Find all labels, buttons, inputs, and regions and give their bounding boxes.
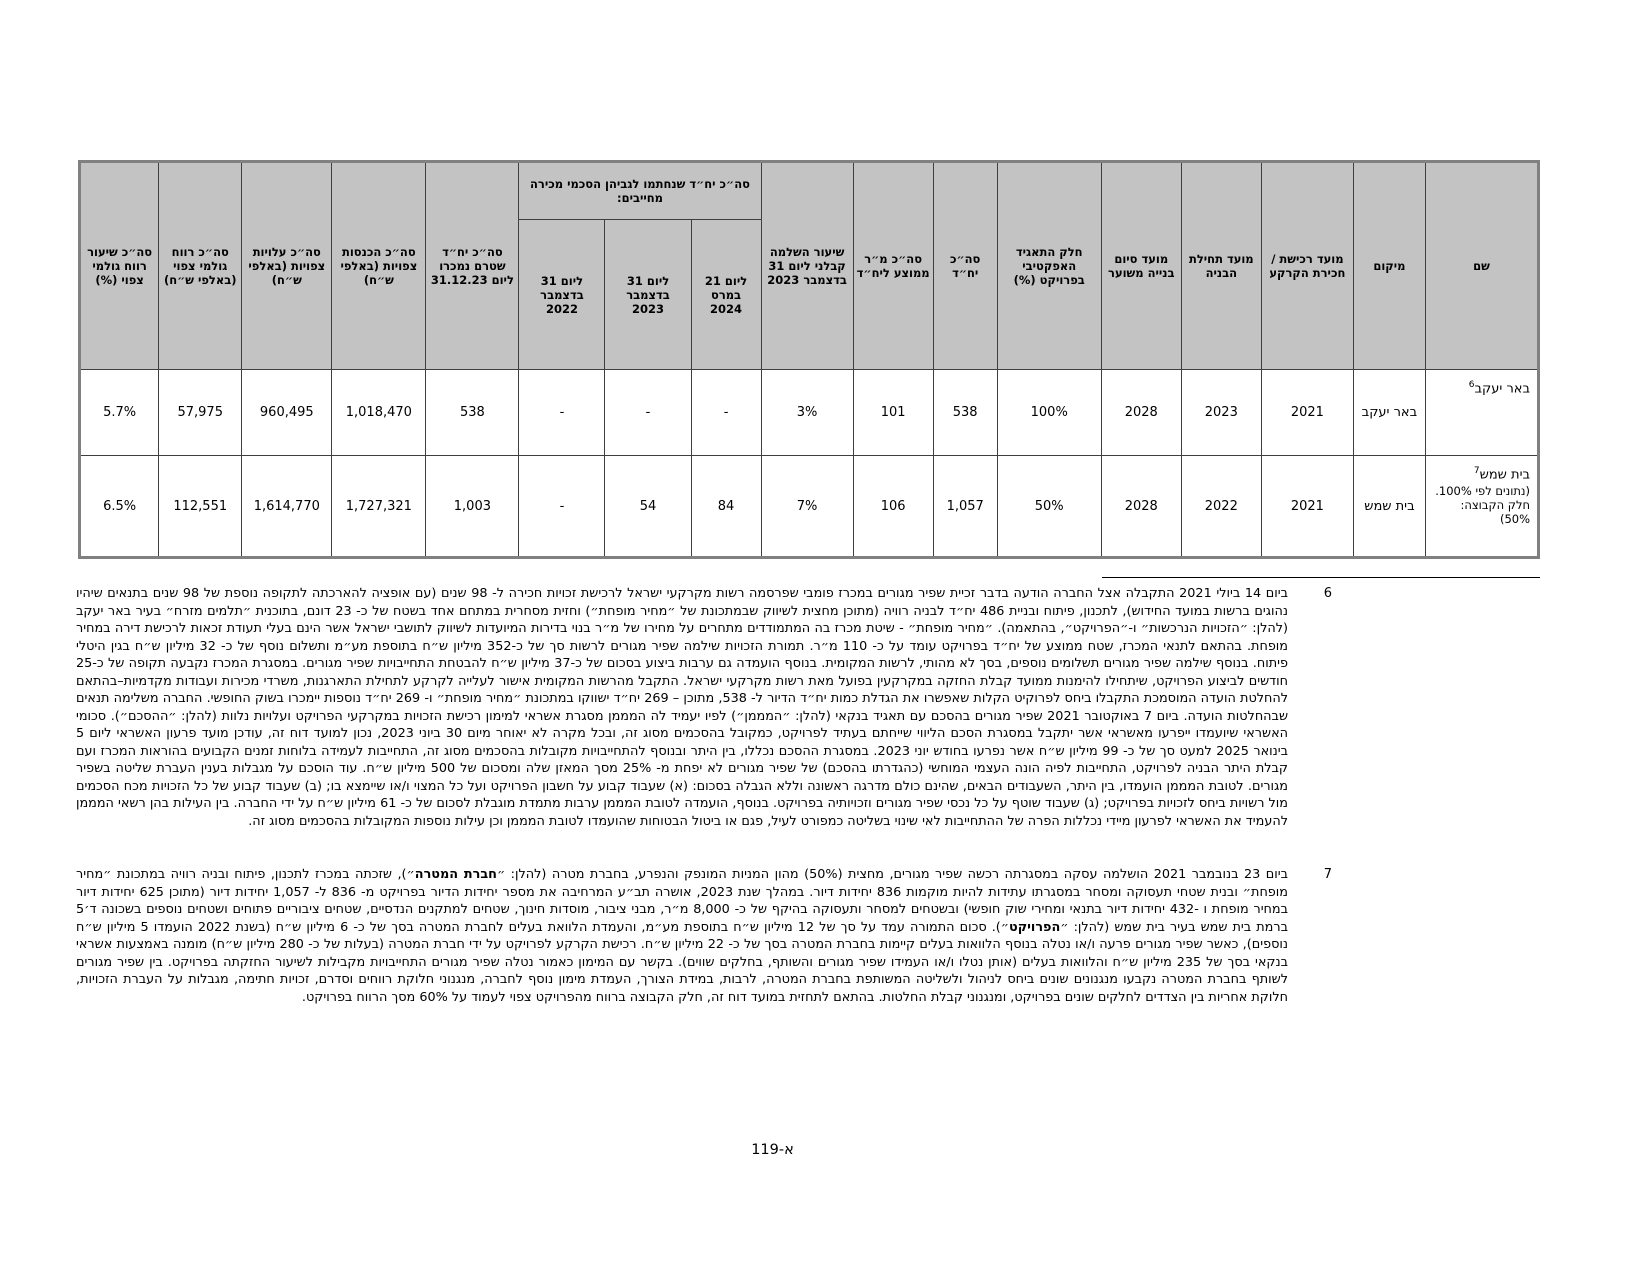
cell-expected-revenue: 1,018,470	[332, 370, 426, 456]
cell-unsold-units: 538	[426, 370, 519, 456]
column-header-location: מיקום	[1353, 162, 1425, 370]
project-name-text: באר יעקב	[1474, 381, 1530, 397]
column-header-total-units: סה״כ יח״ד	[933, 162, 997, 370]
column-header-effective-share: חלק התאגיד האפקטיבי בפרויקט (%)	[997, 162, 1101, 370]
column-header-unsold-units: סה״כ יח״ד שטרם נמכרו ליום 31.12.23	[426, 162, 519, 370]
cell-project-name	[1425, 456, 1538, 558]
table-row-beit-shemesh	[80, 456, 1539, 558]
cell-avg-sqm: 101	[853, 370, 933, 456]
footnote-text: ביום 23 בנובמבר 2021 הושלמה עסקה במסגרתה רכשה שפיר מגורים, מחצית (50%) מהון המניות המונפק והנפרע, בחברת מטרה (להלן: ״חברת המטרה״), שזכתה במכרז לתכנון, פיתוח ובניה רוויה במתכונת ״מחיר מופחת״ ובנית שטחי תעסוקה ומסחר במסגרתו עתידות להיות מוקמות 836 יחידות דיור. במהלך שנת 2023, אושרה תב״ע המרחיבה את מספר יחידות הדיור בפרויקט מ- 836 ל- 1,057 יחידות דיור (מתוכן 625 יחידות דיור במחיר מופחת ו -432 יחידות דיור בתנאי ומחירי שוק חופשי) ובשטחים למסחר ותעסוקה בהיקף של כ- 8,000 מ״ר, מבני ציבור, מוסדות חינוך, שטחים למתקנים הנדסיים, שטחים ציבוריים פתוחים ושטחים נוספים בשכונה ד׳5 ברמת בית שמש בעיר בית שמש (להלן: ״הפרויקט״). סכום התמורה עמד על סך של 12 מיליון ש״ח בתוספת מע״מ, והעמדת הלוואת בעלים לחברת המטרה בסך של כ- 6 מיליון ש״ח (בשנת 2022 הועמדו 5 מיליון ש״ח נוספים), כאשר שפיר מגורים פרעה ו/או נטלה בנוסף הלוואות בעלים קיימות בחברת המטרה בסך של כ- 22 מיליון ש״ח. רכישת הקרקע לפרויקט על ידי חברת המטרה (בעלות של כ- 280 מיליון ש״ח) מומנה באמצעות אשראי בנקאי בסך של 235 מיליון ש״ח והלוואות בעלים (אותן נטלו ו/או העמידו שפיר מגורים והשותף, בחלקים שווים). בקשר עם המימון כאמור נטלה שפיר מגורים התחייבויות מקבילות לשיעור החזקתה בפרויקט. בין שפיר מגורים לשותף בחברת המטרה נקבעו מנגנונים שונים ביחס לניהול ולשליטה המשותפת בחברת המטרה, לרבות, במידת הצורך, העמדת מימון נוסף לחברה, מנגנוני חלוקת רווחים וסדרם, זכויות חתימה, מגבלות על העברת הזכויות, חלוקת אחריות בין הצדדים לחלקים שונים בפרויקט, ומנגנוני קבלת החלטות. בהתאם לתחזית במועד דוח זה, חלק הקבוצה ברווח מהפרויקט צפוי לעמוד על 60% מסך הרווח בפרויקט.	[76, 867, 1289, 1005]
footnotes-section	[74, 585, 1332, 1042]
cell-expected-costs: 1,614,770	[242, 456, 332, 558]
cell-signed-dec-2022: -	[519, 456, 605, 558]
column-header-expected-gross-margin: סה״כ שיעור רווח גולמי צפוי (%)	[80, 162, 159, 370]
cell-unsold-units: 1,003	[426, 456, 519, 558]
footnote-6	[74, 585, 1332, 830]
column-group-header-signed-units: סה״כ יח״ד שנחתמו לגביהן הסכמי מכירה מחייבים:	[519, 162, 761, 220]
column-header-acquisition-date: מועד רכישת / חכירת הקרקע	[1261, 162, 1353, 370]
column-header-construction-start: מועד תחילת הבניה	[1181, 162, 1261, 370]
column-header-avg-sqm: סה״כ מ״ר ממוצע ליח״ד	[853, 162, 933, 370]
cell-location: באר יעקב	[1353, 370, 1425, 456]
column-subheader-signed-dec-2023: ליום 31 בדצמבר 2023	[605, 220, 691, 370]
footnote-ref-7: 7	[1473, 466, 1480, 476]
page-number: א-119	[751, 1142, 794, 1158]
cell-location: בית שמש	[1353, 456, 1425, 558]
cell-acquisition-date: 2021	[1261, 370, 1353, 456]
projects-table-container	[78, 160, 1540, 559]
cell-expected-gross-profit: 112,551	[159, 456, 242, 558]
cell-expected-revenue: 1,727,321	[332, 456, 426, 558]
projects-table	[78, 160, 1540, 559]
cell-signed-dec-2023: -	[605, 370, 691, 456]
cell-effective-share: 50%	[997, 456, 1101, 558]
table-row-beer-yaakov	[80, 370, 1539, 456]
footnote-separator-line	[1102, 577, 1540, 578]
cell-signed-dec-2022: -	[519, 370, 605, 456]
project-name-note: (נתונים לפי 100%. חלק הקבוצה: 50%)	[1435, 484, 1530, 527]
column-header-construction-end: מועד סיום בנייה משוער	[1101, 162, 1181, 370]
cell-project-name	[1425, 370, 1538, 456]
cell-total-units: 1,057	[933, 456, 997, 558]
cell-signed-mar-2024: -	[691, 370, 761, 456]
footnote-number: 7	[1323, 867, 1332, 882]
cell-expected-gross-margin: 6.5%	[80, 456, 159, 558]
cell-acquisition-date: 2021	[1261, 456, 1353, 558]
cell-expected-gross-margin: 5.7%	[80, 370, 159, 456]
footnote-7	[74, 866, 1332, 1006]
cell-completion-rate: 3%	[761, 370, 853, 456]
column-subheader-signed-dec-2022: ליום 31 בדצמבר 2022	[519, 220, 605, 370]
cell-expected-costs: 960,495	[242, 370, 332, 456]
footnote-number: 6	[1323, 586, 1332, 601]
column-subheader-signed-mar-2024: ליום 21 במרס 2024	[691, 220, 761, 370]
column-header-expected-gross-profit: סה״כ רווח גולמי צפוי (באלפי ש״ח)	[159, 162, 242, 370]
project-name-text: בית שמש	[1479, 467, 1530, 483]
cell-construction-end: 2028	[1101, 370, 1181, 456]
cell-expected-gross-profit: 57,975	[159, 370, 242, 456]
footnote-ref-6: 6	[1468, 380, 1475, 390]
cell-construction-end: 2028	[1101, 456, 1181, 558]
cell-completion-rate: 7%	[761, 456, 853, 558]
cell-signed-dec-2023: 54	[605, 456, 691, 558]
cell-construction-start: 2023	[1181, 370, 1261, 456]
cell-signed-mar-2024: 84	[691, 456, 761, 558]
cell-total-units: 538	[933, 370, 997, 456]
column-header-completion-rate: שיעור השלמה קבלני ליום 31 בדצמבר 2023	[761, 162, 853, 370]
cell-avg-sqm: 106	[853, 456, 933, 558]
column-header-expected-revenue: סה״כ הכנסות צפויות (באלפי ש״ח)	[332, 162, 426, 370]
cell-effective-share: 100%	[997, 370, 1101, 456]
footnote-text: ביום 14 ביולי 2021 התקבלה אצל החברה הודעה בדבר זכיית שפיר מגורים במכרז פומבי שפרסמה רשות מקרקעי ישראל לרכישת זכויות חכירה ל- 98 שנים (עם אופציה להארכתה לתקופה נוספת של 98 שנים בתנאים שיהיו נהוגים ברשות במועד החידוש), לתכנון, פיתוח ובניית 486 יח״ד לבניה רוויה (מתוכן מחצית לשיווק שבמתכונת של ״מחיר מופחת״) וחזית מסחרית במתחם אחד בשטח של כ- 23 דונם, בתוכנית ״תלמים מזרח״ בעיר באר יעקב (להלן: ״הזכויות הנרכשות״ ו-״הפרויקט״, בהתאמה). ״מחיר מופחת״ - שיטת מכרז בה המתמודדים מתחרים על מחירו של מ״ר בנוי בדירות המיועדות לשיווק לתושבי ישראל אשר הינם בעלי תעודת זכאות לרכישת דירה במחיר מופחת. בהתאם לתנאי המכרז, שטח ממוצע של יח״ד בפרויקט עומד על כ- 110 מ״ר. תמורת הזכויות שילמה שפיר מגורים לרשות סך של כ-352 מיליון ש״ח בתוספת מע״מ ותשלום נוסף של כ- 32 מיליון ש״ח בגין היטלי פיתוח. בנוסף שילמה שפיר מגורים תשלומים נוספים, בסך לא מהותי, לרשות המקומית. בנוסף הועמדה גם ערבות ביצוע בסכום של כ-37 מיליון ש״ח להבטחת התחייבויות שפיר מגורים. במסגרת המכרז נקבעה תקופה של כ-25 חודשים לביצוע הפרויקט, שיתחילו להימנות ממועד קבלת החזקה במקרקעין בפועל מאת רשות מקרקעי ישראל. התקבל מהרשות המקומית אישור לעלייה לקרקע לתחילת התארגנות, משרדי מכירות ועבודות מקדמיות–בהתאם להחלטת הועדה המוסמכת התקבלו ביחס לפרוקיט הקלות שאפשרו את הגדלת כמות יח״ד הדיור ל- 538, מתוכן – 269 יח״ד ישווקו במתכונת ״מחיר מופחת״ ו- 269 יח״ד נוספות יימכרו בשוק החופשי. החברה משלימה תנאים שבהחלטות הועדה. ביום 7 באוקטובר 2021 שפיר מגורים בהסכם עם תאגיד בנקאי (להלן: ״המממן״) לפיו יעמיד לה המממן מסגרת אשראי למימון רכישת הזכויות במקרקעי הפרויקט ועלויות נלוות (להלן: ״ההסכם״). סכומי האשראי שיועמדו ייפרעו מאשראי אשר יתקבל במסגרת הסכם הליווי שייחתם בעתיד לפרויקט, כמקובל בהסכמים מסוג זה, ובכל מקרה לא יאוחר מיום 30 ביוני 2023, נכון למועד דוח זה, עודכן מועד פרעון האשראי ליום 5 בינואר 2025 למעט סך של כ- 99 מיליון ש״ח אשר נפרעו בחודש יוני 2023. במסגרת ההסכם נכללו, בין היתר ובנוסף להתחייבויות מקובלות בהסכמים מסוג זה, התחייבות לעמידה בלוחות זמנים הקבועים בהוראות המכרז ועם קבלת היתר הבניה לפרויקט, התחייבות לפיה הונה העצמי המוחשי (כהגדרתו בהסכם) של שפיר מגורים לא יפחת מ- 25% מסך המאזן שלה ומסכום של 500 מיליון ש״ח. עוד הוסכם על מגבלות בענין העברת שליטה בשפיר מגורים. לטובת המממן הועמדו, בין היתר, השעבודים הבאים, שהינם כולם מדרגה ראשונה וללא הגבלה בסכום: (א) שעבוד קבוע על חשבון הפרויקט ועל כל המצוי ו/או שיימצא בו; (ב) שעבוד קבוע של כל הזכויות מכח הסכמים מול רשויות ביחס לזכויות בפרויקט; (ג) שעבוד שוטף על כל נכסי שפיר מגורים וזכויותיה בפרויקט. בנוסף, הועמדה לטובת המממן ערבות מתמדת מוגבלת לסכום של כ- 61 מיליון ש״ח על ידי החברה. בין העילות בהן רשאי המממן להעמיד את האשראי לפרעון מיידי נכללות הפרה של ההתחייבות לאי שינוי בשליטה כמפורט לעיל, פגם או ביטול הבטוחות שהועמדו לטובת המממן וכן עילות נוספות המקובלות בהסכמים מסוג זה.	[76, 586, 1289, 829]
column-header-name: שם	[1425, 162, 1538, 370]
column-header-expected-costs: סה״כ עלויות צפויות (באלפי ש״ח)	[242, 162, 332, 370]
cell-construction-start: 2022	[1181, 456, 1261, 558]
